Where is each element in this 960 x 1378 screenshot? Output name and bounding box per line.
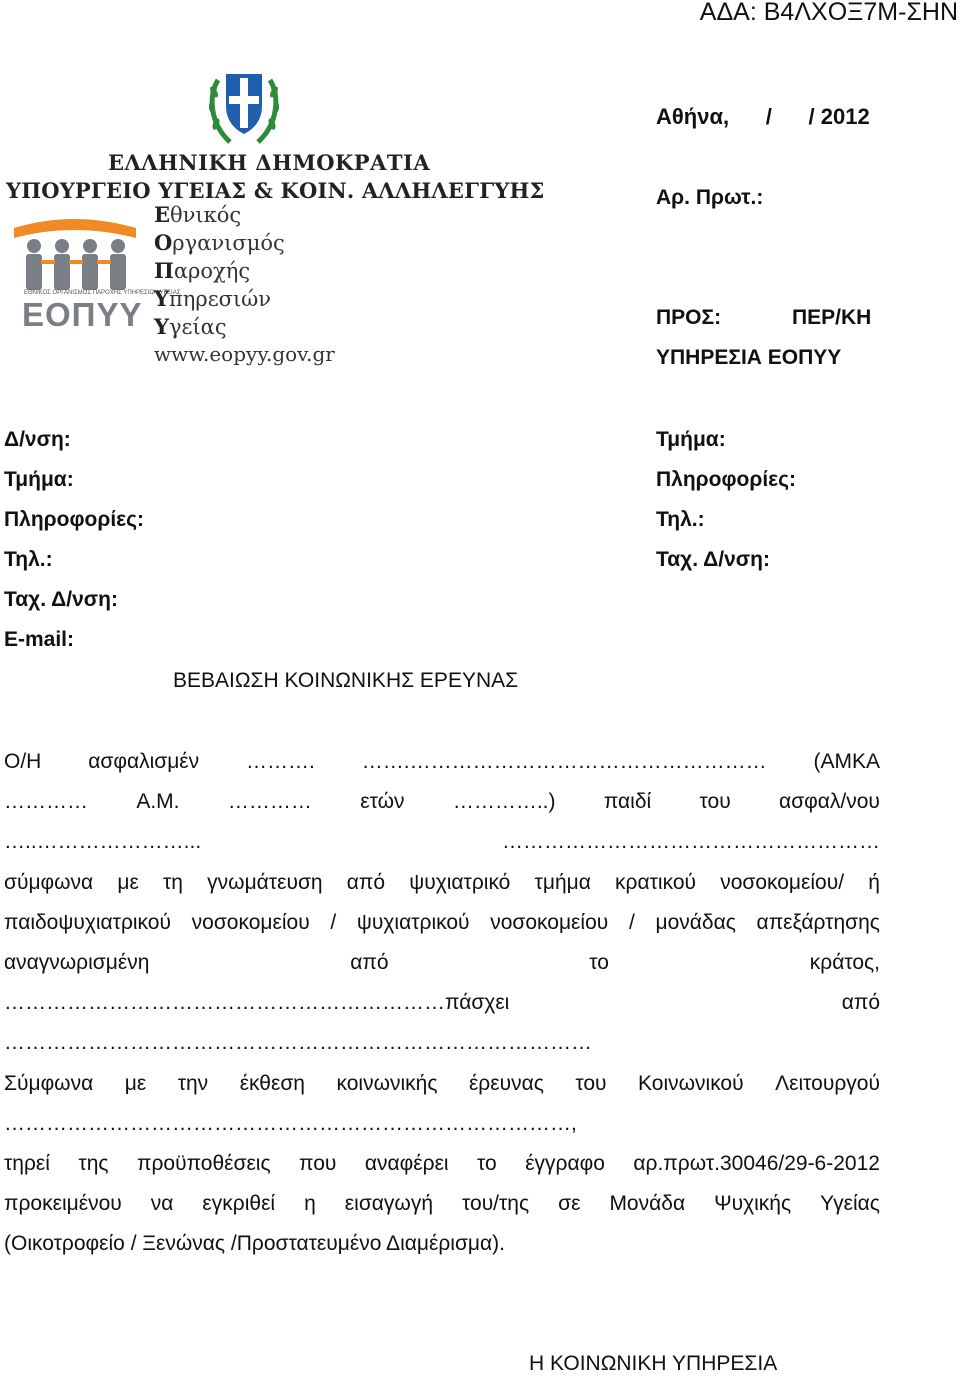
eopyy-logo-subtitle: ΕΘΝΙΚΟΣ ΟΡΓΑΝΙΣΜΟΣ ΠΑΡΟΧΗΣ ΥΠΗΡΕΣΙΩΝ ΥΓΕΙΑΣ (24, 290, 181, 296)
recipient-phone-field: Τηλ.: (656, 508, 705, 531)
republic-heading: ΕΛΛΗΝΙΚΗ ΔΗΜΟΚΡΑΤΙΑ (108, 150, 431, 175)
eopyy-logo-text: ΕΟΠΥΥ (22, 296, 143, 333)
body-line-1: Ο/Η ασφαλισμέν ………. …….…………………………………………… (ΑΜΚΑ (4, 750, 880, 773)
org-line-3: Παροχής (154, 258, 251, 283)
body-line-3: …..…………………... ……………………………………………… (4, 830, 880, 853)
org-website: www.eopyy.gov.gr (154, 342, 335, 366)
date-line: Αθήνα, / / 2012 (656, 104, 870, 129)
body-line-10: ………………………………………………………………………, (4, 1112, 577, 1135)
org-line-2: Οργανισμός (154, 230, 285, 255)
body-line-4: σύμφωνα με τη γνωμάτευση από ψυχιατρικό τμήμα κρατικού νοσοκομείου/ ή (4, 871, 880, 894)
recipient-value: ΠΕΡ/ΚΗ (792, 306, 872, 329)
sender-email-field: E-mail: (4, 628, 75, 651)
signature-line: Η ΚΟΙΝΩΝΙΚΗ ΥΠΗΡΕΣΙΑ (529, 1352, 778, 1375)
recipient-label: ΠΡΟΣ: (656, 306, 722, 329)
greek-emblem-icon (204, 62, 284, 148)
sender-phone-field: Τηλ.: (4, 548, 53, 571)
recipient-service: ΥΠΗΡΕΣΙΑ ΕΟΠΥΥ (656, 346, 842, 369)
recipient-dept-field: Τμήμα: (656, 428, 726, 451)
ministry-heading: ΥΠΟΥΡΓΕΙΟ ΥΓΕΙΑΣ & ΚΟΙΝ. ΑΛΛΗΛΕΓΓΥΗΣ (6, 178, 545, 203)
ada-code: ΑΔΑ: Β4ΛΧΟΞ7Μ-ΣΗΝ (699, 0, 958, 26)
body-line-8: ………………………………………………………………………… (4, 1031, 592, 1054)
body-line-9: Σύμφωνα με την έκθεση κοινωνικής έρευνας του Κοινωνικού Λειτουργού (4, 1072, 880, 1095)
sender-directorate-field: Δ/νση: (4, 428, 71, 451)
document-title: ΒΕΒΑΙΩΣΗ ΚΟΙΝΩΝΙΚΗΣ ΕΡΕΥΝΑΣ (173, 669, 519, 692)
body-line-2: ………… Α.Μ. ………… ετών …………..) παιδί του ασφαλ/νου (4, 790, 880, 813)
recipient-info-field: Πληροφορίες: (656, 468, 797, 491)
sender-dept-field: Τμήμα: (4, 468, 74, 491)
body-line-11: τηρεί της προϋποθέσεις που αναφέρει το έγγραφο αρ.πρωτ.30046/29-6-2012 (4, 1152, 880, 1175)
sender-address-field: Ταχ. Δ/νση: (4, 588, 118, 611)
sender-info-field: Πληροφορίες: (4, 508, 145, 531)
body-line-12: προκειμένου να εγκριθεί η εισαγωγή του/της σε Μονάδα Ψυχικής Υγείας (4, 1192, 880, 1215)
body-line-7: ………………………………………………………πάσχει από (4, 991, 880, 1014)
org-line-1: Εθνικός (154, 202, 242, 227)
body-line-13: (Οικοτροφείο / Ξενώνας /Προστατευμένο Διαμέρισμα). (4, 1232, 505, 1255)
org-line-5: Υγείας (154, 314, 227, 339)
org-line-4: Υπηρεσιών (154, 286, 272, 311)
recipient-address-field: Ταχ. Δ/νση: (656, 548, 770, 571)
body-line-5: παιδοψυχιατρικού νοσοκομείου / ψυχιατρικού νοσοκομείου / μονάδας απεξάρτησης (4, 911, 880, 934)
body-line-6: αναγνωρισμένη από το κράτος, (4, 951, 880, 974)
protocol-number: Αρ. Πρωτ.: (656, 186, 764, 209)
